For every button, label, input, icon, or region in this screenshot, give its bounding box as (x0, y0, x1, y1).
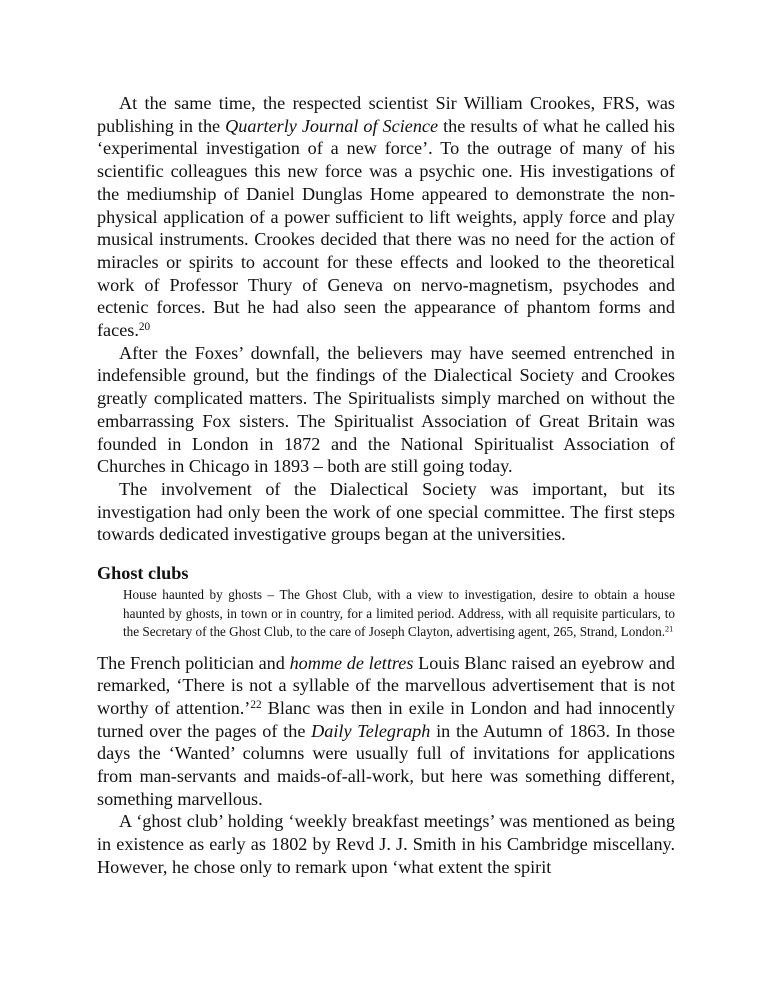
footnote-ref-20: 20 (138, 320, 151, 333)
paragraph-text: the results of what he called his ‘experimental investigation of a new force’. To the outrage of many of his scientific colleagues this new force was a psychic one. His investigations of the mediumship of Daniel Dunglas Home appeared to demonstrate the non-physical application of a power sufficient to lift weights, apply force and play musical instruments. Crookes decided that there was no need for the action of miracles or spirits to account for these effects and looked to the theoretical work of Professor Thury of Geneva on nervo-magnetism, psychodes and ectenic forces. But he had also seen the appearance of phantom forms and faces. (97, 115, 675, 341)
paragraph-ghost-club-1802: A ‘ghost club’ holding ‘weekly breakfast meetings’ was mentioned as being in existence as early as 1802 by Revd J. J. Smith in his Cambridge miscellany. However, he chose only to remark upon ‘what extent the spirit (97, 811, 675, 877)
journal-title: Quarterly Journal of Science (225, 115, 439, 136)
paragraph-foxes-downfall: After the Foxes’ downfall, the believers may have seemed entrenched in indefensible ground, but the findings of the Dialectical Society and Crookes greatly complicated matters. The Spiritualists simply marched on without the embarrassing Fox sisters. The Spiritualist Association of Great Britain was founded in London in 1872 and the National Spiritualist Association of Churches in Chicago in 1893 – both are still going today. (97, 342, 675, 477)
paragraph-dialectical-society: The involvement of the Dialectical Society was important, but its investigation had only been the work of one special committee. The first steps towards dedicated investigative groups began at the universities. (97, 478, 675, 545)
paragraph-text: The French politician and (97, 652, 290, 673)
italic-phrase: homme de lettres (289, 652, 414, 673)
paragraph-text: in the Autumn of 1863. In those days the ‘Wanted’ columns were usually full of invitations for applications from man-servants and maids-of-all-work, but here was something different, something marvellous. (97, 720, 676, 809)
footnote-ref-22: 22 (250, 698, 262, 711)
newspaper-title: Daily Telegraph (311, 720, 431, 741)
paragraph-crookes (97, 92, 675, 342)
advertisement-quote (123, 586, 675, 642)
section-heading: Ghost clubs (97, 563, 189, 584)
paragraph-louis-blanc (97, 652, 675, 811)
book-page (97, 92, 675, 879)
paragraph-text: At the same time, the respected scientist Sir William Crookes, FRS, was publishing in the (97, 93, 675, 136)
paragraph-text: Louis Blanc raised an eyebrow and remarked, ‘There is not a syllable of the marvellous advertisement that is not worthy of attention.’ (97, 652, 676, 718)
quote-text: House haunted by ghosts – The Ghost Club, with a view to investigation, desire to obtain a house haunted by ghosts, in town or in country, for a limited period. Address, with all requisite particulars, to the Secretary of the Ghost Club, to the care of Joseph Clayton, advertising agent, 265, Strand, London. (123, 587, 675, 640)
footnote-ref-21: 21 (665, 624, 674, 634)
paragraph-text: Blanc was then in exile in London and had innocently turned over the pages of the (97, 697, 676, 741)
